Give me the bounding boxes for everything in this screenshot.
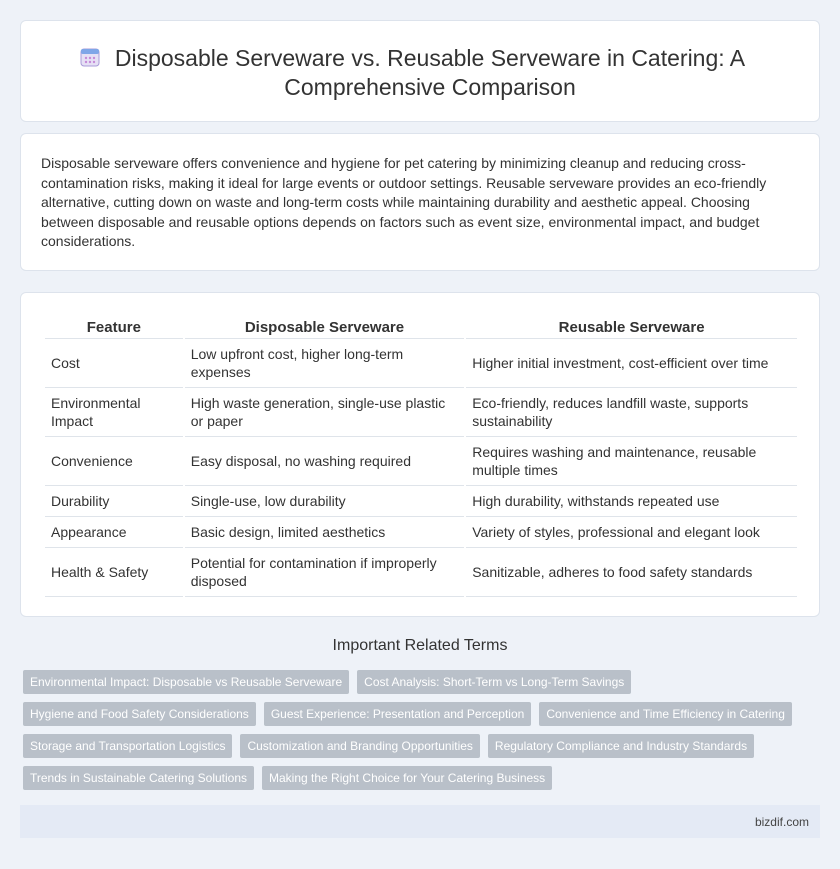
table-row [45,339,797,388]
feature-cell: Cost [45,339,183,388]
related-tag[interactable]: Making the Right Choice for Your Catering Business [262,766,552,790]
disposable-cell: Potential for contamination if improperly disposed [185,548,464,597]
related-tag[interactable]: Trends in Sustainable Catering Solutions [23,766,254,790]
header-disposable: Disposable Serveware [185,315,464,339]
disposable-cell: Low upfront cost, higher long-term expenses [185,339,464,388]
footer [20,805,820,838]
page-title: Disposable Serveware vs. Reusable Serveware in Catering: A Comprehensive Comparison [114,45,746,100]
header-feature: Feature [45,315,183,339]
header-reusable: Reusable Serveware [466,315,797,339]
feature-cell: Appearance [45,517,183,548]
related-tags [20,670,820,798]
intro-card [20,133,820,271]
reusable-cell: Variety of styles, professional and elegant look [466,517,797,548]
table-row [45,517,797,548]
table-row [45,548,797,597]
related-tag[interactable]: Storage and Transportation Logistics [23,734,232,758]
reusable-cell: Sanitizable, adheres to food safety standards [466,548,797,597]
disposable-cell: Basic design, limited aesthetics [185,517,464,548]
disposable-cell: Easy disposal, no washing required [185,437,464,486]
related-tag[interactable]: Cost Analysis: Short-Term vs Long-Term Savings [357,670,631,694]
table-row [45,486,797,517]
related-tag[interactable]: Regulatory Compliance and Industry Standards [488,734,754,758]
feature-cell: Environmental Impact [45,388,183,437]
title-card [20,20,820,122]
intro-paragraph: Disposable serveware offers convenience and hygiene for pet catering by minimizing cleanup and reducing cross-contamination risks, making it ideal for large events or outdoor settings. Reusable serveware provides an eco-friendly alternative, cutting down on waste and long-term costs while maintaining durability and aesthetic appeal. Choosing between disposable and reusable options depends on factors such as event size, environmental impact, and budget considerations. [41,155,767,249]
related-tag[interactable]: Guest Experience: Presentation and Perception [264,702,532,726]
reusable-cell: Higher initial investment, cost-efficient over time [466,339,797,388]
disposable-cell: High waste generation, single-use plastic or paper [185,388,464,437]
disposable-cell: Single-use, low durability [185,486,464,517]
reusable-cell: High durability, withstands repeated use [466,486,797,517]
feature-cell: Health & Safety [45,548,183,597]
comparison-table [43,315,799,597]
related-tag[interactable]: Customization and Branding Opportunities [240,734,479,758]
table-row [45,388,797,437]
table-row [45,437,797,486]
reusable-cell: Eco-friendly, reduces landfill waste, supports sustainability [466,388,797,437]
related-terms-title: Important Related Terms [332,637,508,654]
related-tag[interactable]: Convenience and Time Efficiency in Catering [539,702,792,726]
comparison-card [20,292,820,617]
reusable-cell: Requires washing and maintenance, reusable multiple times [466,437,797,486]
related-tag[interactable]: Hygiene and Food Safety Considerations [23,702,256,726]
table-header-row [45,315,797,339]
related-tag[interactable]: Environmental Impact: Disposable vs Reusable Serveware [23,670,349,694]
footer-site-link[interactable]: bizdif.com [754,815,809,829]
feature-cell: Durability [45,486,183,517]
feature-cell: Convenience [45,437,183,486]
